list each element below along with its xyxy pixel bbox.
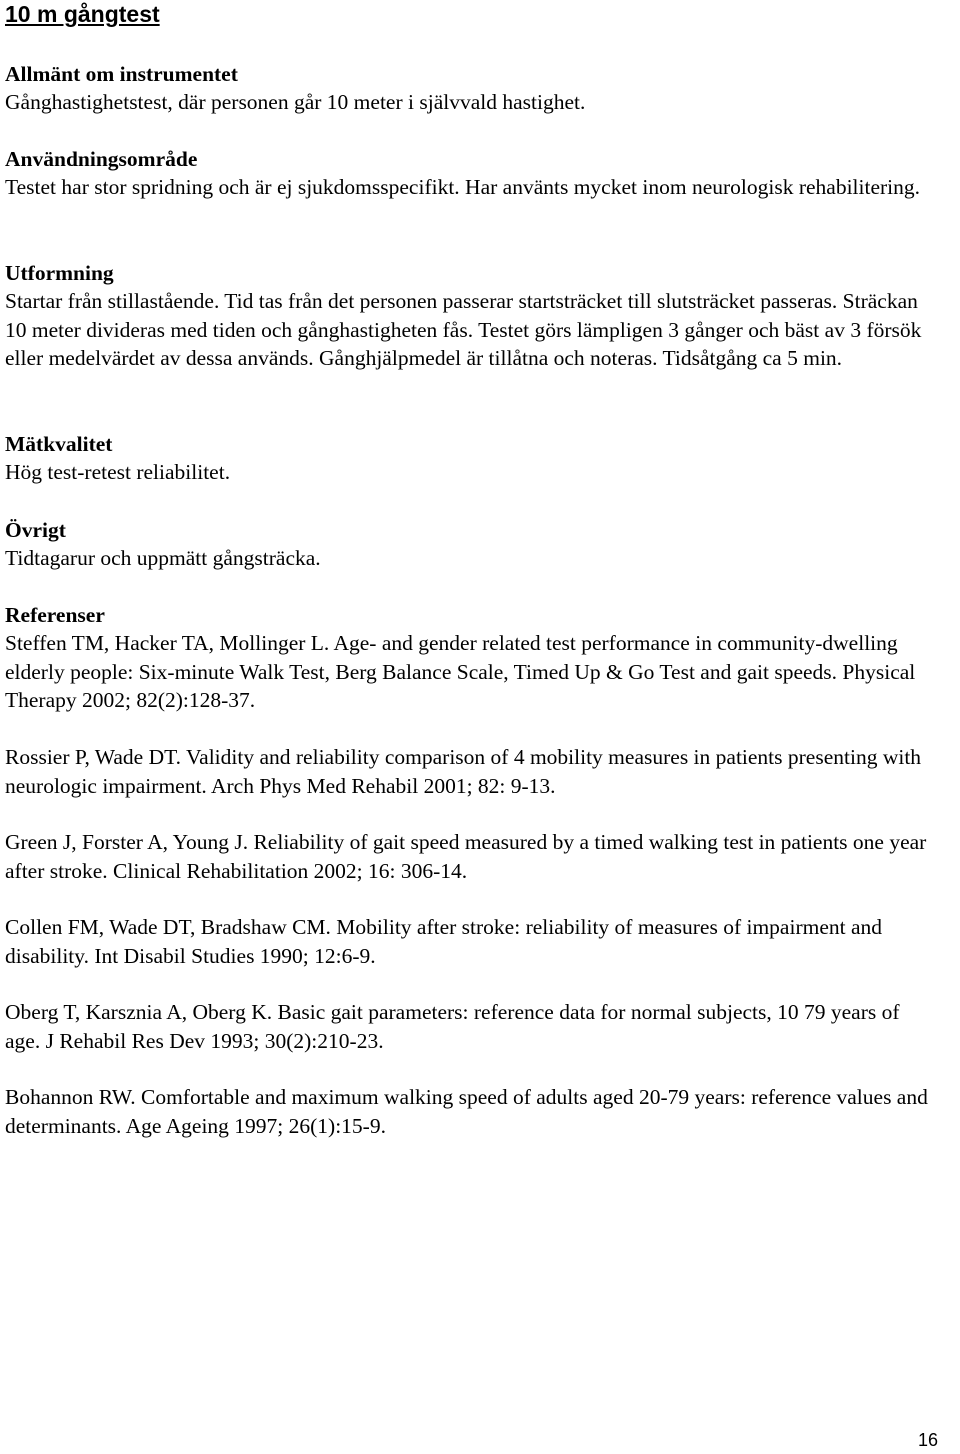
section-text: Gånghastighetstest, där personen går 10 meter i självvald hastighet.: [5, 90, 586, 114]
section-text: Hög test-retest reliabilitet.: [5, 460, 231, 484]
section-other: [5, 516, 940, 573]
section-heading: Övrigt: [5, 518, 66, 542]
section-text: Tidtagarur och uppmätt gångsträcka.: [5, 546, 321, 570]
section-heading: Referenser: [5, 603, 105, 627]
reference-entry: Rossier P, Wade DT. Validity and reliability comparison of 4 mobility measures in patients presenting with neurologic impairment. Arch Phys Med Rehabil 2001; 82: 9-13.: [5, 745, 922, 798]
page-number: 16: [917, 1430, 938, 1450]
reference-entry: Bohannon RW. Comfortable and maximum walking speed of adults aged 20-79 years: reference values and determinants. Age Ageing 1997; 26(1):15-9.: [5, 1085, 928, 1138]
section-heading: Allmänt om instrumentet: [5, 62, 238, 86]
reference-entry: Steffen TM, Hacker TA, Mollinger L. Age- and gender related test performance in community-dwelling elderly people: Six-minute Walk Test, Berg Balance Scale, Timed Up & Go Test and gait speeds. Physical Therapy 2002; 82(2):128-37.: [5, 631, 916, 712]
section-text: Testet har stor spridning och är ej sjukdomsspecifikt. Har använts mycket inom neurologisk rehabilitering.: [5, 175, 921, 199]
section-references: [5, 601, 940, 715]
reference-entry: Collen FM, Wade DT, Bradshaw CM. Mobility after stroke: reliability of measures of impairment and disability. Int Disabil Studies 1990; 12:6-9.: [5, 915, 883, 968]
document-title: 10 m gångtest: [5, 1, 160, 27]
section-design: [5, 259, 940, 373]
section-text: Startar från stillastående. Tid tas från det personen passerar startsträcket till slutsträcket passeras. Sträckan 10 meter divideras med tiden och gånghastigheten fås. Testet görs lämpligen 3 gånger och bäst av 3 försök eller medelvärdet av dessa används. Gånghjälpmedel är tillåtna och noteras. Tidsåtgång ca 5 min.: [5, 289, 922, 370]
section-measurement-quality: [5, 430, 940, 487]
section-heading: Mätkvalitet: [5, 432, 113, 456]
reference-entry: Green J, Forster A, Young J. Reliability of gait speed measured by a timed walking test in patients one year after stroke. Clinical Rehabilitation 2002; 16: 306-14.: [5, 830, 927, 883]
section-heading: Utformning: [5, 261, 114, 285]
section-heading: Användningsområde: [5, 147, 198, 171]
reference-entry: Oberg T, Karsznia A, Oberg K. Basic gait parameters: reference data for normal subjects, 10 79 years of age. J Rehabil Res Dev 1993; 30(2):210-23.: [5, 1000, 900, 1053]
section-general: [5, 60, 940, 117]
section-usage: [5, 145, 940, 202]
